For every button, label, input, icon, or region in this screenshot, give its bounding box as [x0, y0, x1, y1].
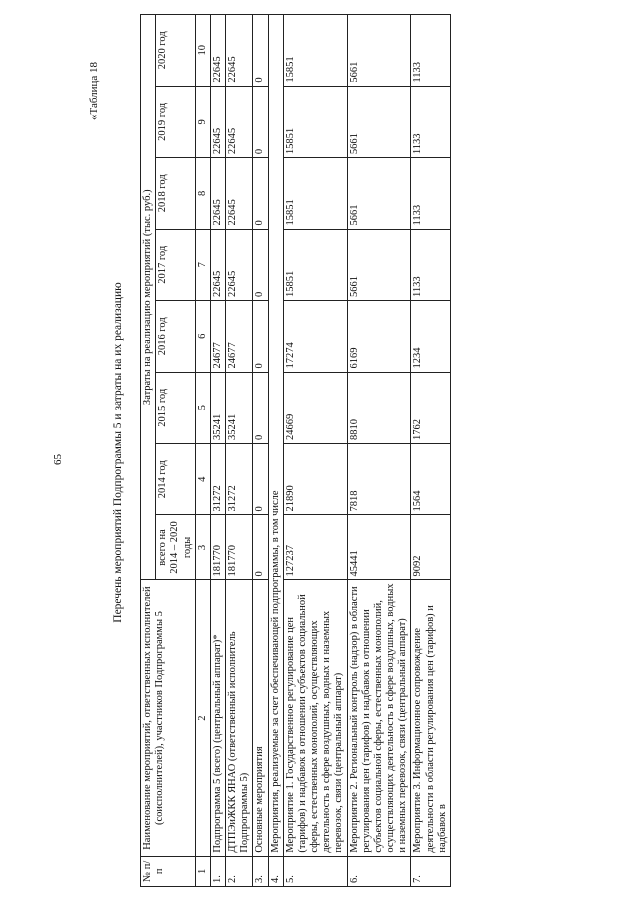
row-value: 1133 — [411, 158, 451, 229]
row-number: 4. — [268, 856, 283, 886]
row-value: 22645 — [210, 86, 225, 157]
column-index: 1 — [195, 856, 210, 886]
table-row — [347, 15, 411, 887]
row-value: 181770 — [226, 515, 253, 580]
page-number: 65 — [52, 454, 64, 465]
row-value: 1133 — [411, 15, 451, 87]
row-value: 22645 — [226, 229, 253, 300]
document-title: Перечень мероприятий Подпрограммы 5 и затраты на их реализацию — [112, 282, 124, 623]
row-value: 0 — [253, 444, 268, 515]
table-row — [253, 15, 268, 887]
column-index-row — [195, 15, 210, 887]
section-title: Мероприятия, реализуемые за счет обеспечивающей подпрограммы, в том числе — [268, 15, 283, 857]
row-value: 0 — [253, 86, 268, 157]
row-value: 0 — [253, 372, 268, 443]
row-name: Подпрограмма 5 (всего) (центральный аппарат)* — [210, 580, 225, 856]
header-year: 2020 год — [156, 15, 196, 87]
row-name: Мероприятие 3. Информационное сопровождение деятельности в области регулирования цен (тарифов) и надбавок в — [411, 580, 451, 856]
header-year: 2019 год — [156, 86, 196, 157]
row-value: 0 — [253, 158, 268, 229]
row-value: 35241 — [226, 372, 253, 443]
row-value: 15851 — [283, 86, 347, 157]
column-index: 7 — [195, 229, 210, 300]
row-number: 6. — [347, 856, 411, 886]
row-value: 0 — [253, 15, 268, 87]
row-name: ДТПЭиЖКК ЯНАО (ответственный исполнитель Подпрограммы 5) — [226, 580, 253, 856]
row-name: Мероприятие 1. Государственное регулирование цен (тарифов) и надбавок в отношении субъектов социальной сферы, естественных монополий, осуществляющих деятельность в сфере воздушных, водных и наземных перевозок, связи (центральный аппарат) — [283, 580, 347, 856]
row-number: 2. — [226, 856, 253, 886]
column-index: 5 — [195, 372, 210, 443]
row-value: 22645 — [226, 158, 253, 229]
header-name: Наименование мероприятий, ответственных исполнителей (соисполнителей), участников Подпрограммы 5 — [141, 580, 196, 856]
row-value: 1133 — [411, 229, 451, 300]
row-value: 15851 — [283, 229, 347, 300]
table-row — [226, 15, 253, 887]
header-year: 2018 год — [156, 158, 196, 229]
header-costs: Затраты на реализацию мероприятий (тыс. руб.) — [141, 15, 156, 580]
row-value: 5661 — [347, 15, 411, 87]
row-value: 0 — [253, 515, 268, 580]
row-value: 1564 — [411, 444, 451, 515]
row-value: 24677 — [226, 301, 253, 372]
column-index: 4 — [195, 444, 210, 515]
column-index: 3 — [195, 515, 210, 580]
row-value: 22645 — [210, 229, 225, 300]
column-index: 10 — [195, 15, 210, 87]
row-value: 24669 — [283, 372, 347, 443]
row-value: 45441 — [347, 515, 411, 580]
row-value: 22645 — [226, 86, 253, 157]
row-name: Мероприятие 2. Региональный контроль (надзор) в области регулирования цен (тарифов) и надбавок в отношении субъектов социальной сферы, естественных монополий, осуществляющих деятельность в сфере воздушных, водных и наземных перевозок, связи (центральный аппарат) — [347, 580, 411, 856]
row-value: 24677 — [210, 301, 225, 372]
row-value: 31272 — [226, 444, 253, 515]
row-number: 5. — [283, 856, 347, 886]
header-year: 2016 год — [156, 301, 196, 372]
table-row — [210, 15, 225, 887]
row-value: 22645 — [210, 158, 225, 229]
column-index: 2 — [195, 580, 210, 856]
column-index: 8 — [195, 158, 210, 229]
row-value: 0 — [253, 301, 268, 372]
row-value: 22645 — [226, 15, 253, 87]
table-number: «Таблица 18 — [88, 61, 100, 120]
header-year: 2015 год — [156, 372, 196, 443]
column-index: 6 — [195, 301, 210, 372]
header-total: всего на 2014 – 2020 годы — [156, 515, 196, 580]
row-name: Основные мероприятия — [253, 580, 268, 856]
column-index: 9 — [195, 86, 210, 157]
row-value: 17274 — [283, 301, 347, 372]
row-value: 5661 — [347, 229, 411, 300]
header-year: 2017 год — [156, 229, 196, 300]
row-value: 1762 — [411, 372, 451, 443]
row-value: 9092 — [411, 515, 451, 580]
row-value: 22645 — [210, 15, 225, 87]
row-value: 6169 — [347, 301, 411, 372]
row-number: 7. — [411, 856, 451, 886]
row-number: 3. — [253, 856, 268, 886]
row-value: 7818 — [347, 444, 411, 515]
row-value: 181770 — [210, 515, 225, 580]
table-row — [283, 15, 347, 887]
section-row — [268, 15, 283, 887]
table-row — [411, 15, 451, 887]
row-value: 15851 — [283, 158, 347, 229]
row-value: 5661 — [347, 158, 411, 229]
row-value: 127237 — [283, 515, 347, 580]
costs-table — [140, 14, 451, 887]
row-number: 1. — [210, 856, 225, 886]
row-value: 1133 — [411, 86, 451, 157]
row-value: 1234 — [411, 301, 451, 372]
row-value: 8810 — [347, 372, 411, 443]
row-value: 31272 — [210, 444, 225, 515]
row-value: 35241 — [210, 372, 225, 443]
row-value: 21890 — [283, 444, 347, 515]
row-value: 15851 — [283, 15, 347, 87]
header-number: № п/п — [141, 856, 196, 886]
header-year: 2014 год — [156, 444, 196, 515]
row-value: 5661 — [347, 86, 411, 157]
row-value: 0 — [253, 229, 268, 300]
